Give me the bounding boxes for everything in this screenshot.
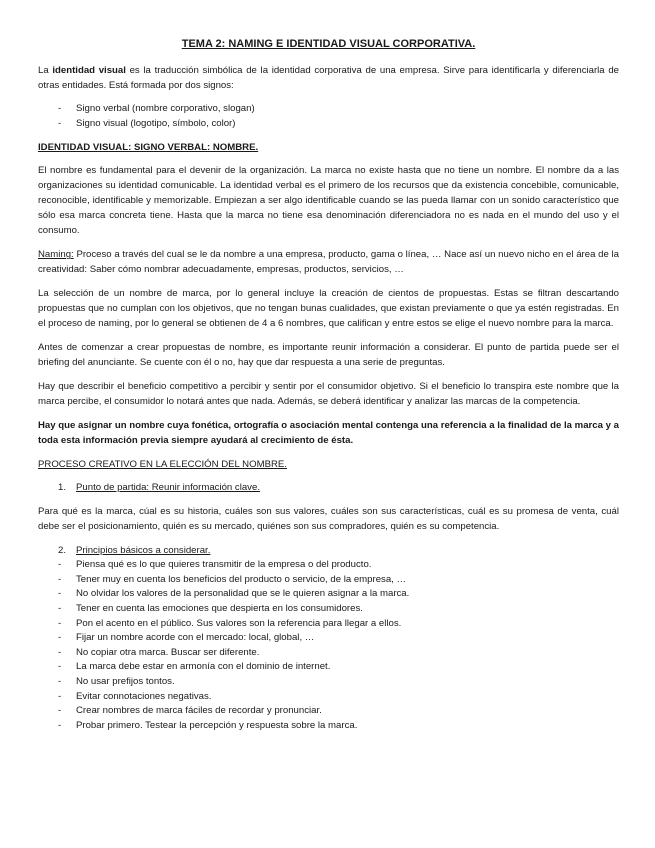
list-item: - No copiar otra marca. Buscar ser diferente. xyxy=(38,646,619,661)
list-item: - Signo visual (logotipo, símbolo, color) xyxy=(38,117,619,132)
intro-rest: es la traducción simbólica de la identidad corporativa de una empresa. Sirve para identificarla y diferenciarla de otras entidades. Está formada por dos signos: xyxy=(38,65,619,91)
paragraph-beneficio: Hay que describir el beneficio competitivo a percibir y sentir por el consumidor objetivo. Si el beneficio lo transpira este nombre que la marca percibe, el consumidor lo notará antes que nada. Además, se deberá identificar y analizar las marcas de la competencia. xyxy=(38,381,619,408)
paragraph-seleccion: La selección de un nombre de marca, por lo general incluye la creación de cientos de propuestas. Estas se filtran descartando propuestas que no cumplan con los objetivos, que no tengan bunas cualidades, que existan previamente o que ya estén registradas. En el proceso de naming, por lo general se obtienen de 4 a 6 nombres, que califican y entre estos se elige el nuevo nombre para la marca. xyxy=(38,288,619,330)
paragraph-preguntas: Para qué es la marca, cúal es su historia, cuáles son sus valores, cuáles son sus características, cuál es su promesa de venta, cuál debe ser el posicionamiento, quién es su mercado, quiénes son sus compradores, quién es su competencia. xyxy=(38,506,619,533)
paragraph-bold-conclusion: Hay que asignar un nombre cuya fonética, ortografía o asociación mental contenga una referencia a la finalidad de la marca y a toda esta información previa siempre ayudará al crecimiento de ésta. xyxy=(38,420,619,447)
list-item: - Fijar un nombre acorde con el mercado: local, global, … xyxy=(38,631,619,646)
list-item: - No usar prefijos tontos. xyxy=(38,675,619,690)
list-item: - La marca debe estar en armonía con el dominio de internet. xyxy=(38,660,619,675)
step-1-label: Punto de partida: Reunir información clave. xyxy=(76,482,260,494)
step-2-number: 2. xyxy=(58,545,67,557)
list-item: - Evitar connotaciones negativas. xyxy=(38,690,619,705)
intro-bold-term: identidad visual xyxy=(52,65,126,76)
paragraph-naming xyxy=(38,247,619,277)
principles-list xyxy=(38,558,619,733)
section-heading-proceso: PROCESO CREATIVO EN LA ELECCIÓN DEL NOMBRE. xyxy=(38,459,287,471)
naming-text: Proceso a través del cual se le da nombre a una empresa, producto, gama o línea, … Nace así un nuevo nicho en el área de la creatividad: Saber cómo nombrar adecuadamente, empresas, productos, servicios, … xyxy=(38,249,619,276)
list-item: - Piensa qué es lo que quieres transmitir de la empresa o del producto. xyxy=(38,558,619,573)
list-item: - Signo verbal (nombre corporativo, slogan) xyxy=(38,102,619,117)
list-item: - Tener en cuenta las emociones que despierta en los consumidores. xyxy=(38,602,619,617)
intro-paragraph xyxy=(38,63,619,93)
list-item: - Probar primero. Testear la percepción y respuesta sobre la marca. xyxy=(38,719,619,734)
paragraph-antes: Antes de comenzar a crear propuestas de nombre, es importante reunir información a considerar. El punto de partida puede ser el briefing del anunciante. Se cuente con él o no, hay que dar respuesta a una serie de preguntas. xyxy=(38,342,619,369)
list-item: - Crear nombres de marca fáciles de recordar y pronunciar. xyxy=(38,704,619,719)
list-item: - No olvidar los valores de la personalidad que se le quieren asignar a la marca. xyxy=(38,587,619,602)
step-2 xyxy=(38,543,619,558)
step-1-number: 1. xyxy=(58,482,67,494)
naming-label: Naming: xyxy=(38,249,74,261)
intro-pre: La xyxy=(38,65,53,76)
paragraph-nombre: El nombre es fundamental para el devenir de la organización. La marca no existe hasta que no tiene un nombre. El nombre da a las organizaciones su identidad comunicable. La identidad verbal es el primero de los recursos que da existencia concebible, comunicable, reconocible, identificable y memorizable. Empiezan a ser algo identificable cuando se las pueda llamar con un sonido característico que sólo esa marca concreta tiene. Hasta que la marca no tiene esa denominación diferenciadora no es nada en el mundo del uso y el consumo. xyxy=(38,165,619,237)
section-heading-signo-verbal: IDENTIDAD VISUAL: SIGNO VERBAL: NOMBRE. xyxy=(38,142,259,154)
document-title: TEMA 2: NAMING E IDENTIDAD VISUAL CORPORATIVA. xyxy=(181,38,476,50)
list-item: - Pon el acento en el público. Sus valores son la referencia para llegar a ellos. xyxy=(38,617,619,632)
list-item: - Tener muy en cuenta los beneficios del producto o servicio, de la empresa, … xyxy=(38,573,619,588)
step-1 xyxy=(38,480,619,495)
step-2-label: Principios básicos a considerar. xyxy=(76,545,211,557)
signs-list xyxy=(38,102,619,131)
